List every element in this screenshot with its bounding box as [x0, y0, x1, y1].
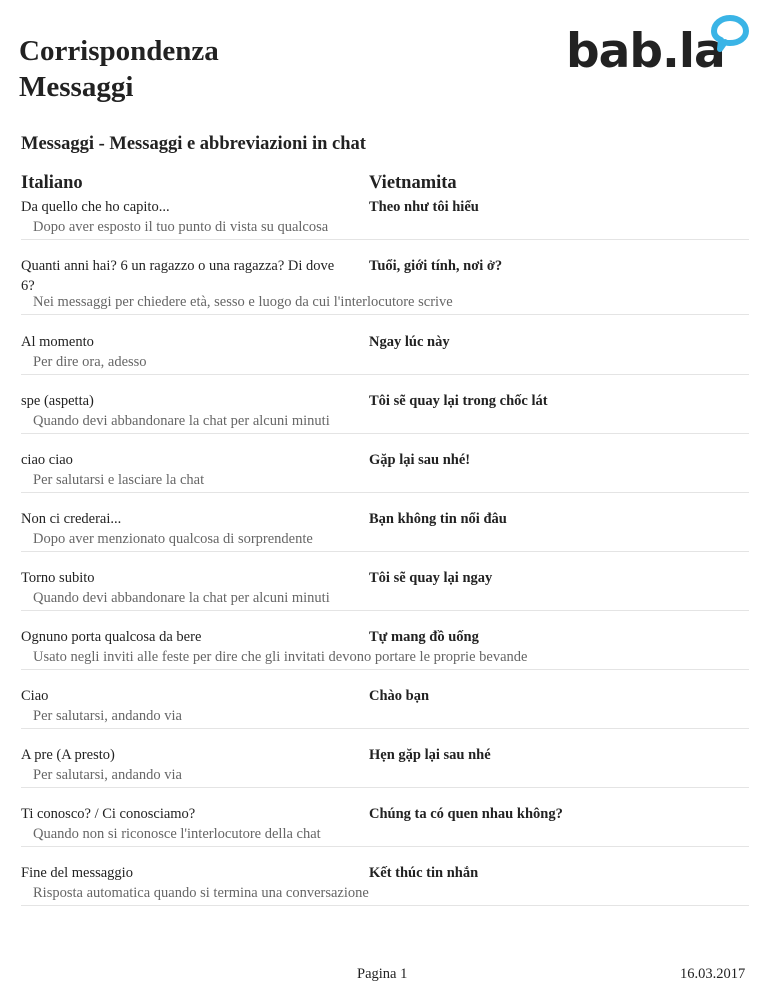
vietnamese-phrase: Chào bạn: [369, 688, 430, 704]
usage-note: Per dire ora, adesso: [33, 354, 147, 370]
italian-phrase: Ciao: [21, 688, 49, 704]
usage-note: Quando devi abbandonare la chat per alcuni minuti: [33, 413, 330, 429]
usage-note: Usato negli inviti alle feste per dire che gli invitati devono portare le proprie bevande: [33, 649, 528, 665]
usage-note: Per salutarsi e lasciare la chat: [33, 472, 205, 488]
vietnamese-phrase: Tự mang đồ uống: [369, 629, 479, 645]
vietnamese-phrase: Ngay lúc này: [369, 334, 450, 350]
phrase-entry: [21, 627, 749, 670]
usage-note: Quando non si riconosce l'interlocutore della chat: [33, 826, 321, 842]
page-title-line2: Messaggi: [19, 71, 134, 103]
vietnamese-phrase: Bạn không tin nổi đâu: [369, 511, 507, 527]
usage-note: Nei messaggi per chiedere età, sesso e luogo da cui l'interlocutore scrive: [33, 294, 453, 310]
vietnamese-phrase: Hẹn gặp lại sau nhé: [369, 747, 491, 763]
page-number: Pagina 1: [357, 966, 408, 982]
speech-bubble-icon: [710, 14, 750, 54]
phrase-entry: [21, 568, 749, 611]
babla-logo: [566, 14, 750, 78]
vietnamese-phrase: Tôi sẽ quay lại trong chốc lát: [369, 393, 548, 409]
italian-phrase: Torno subito: [21, 570, 95, 586]
italian-phrase: ciao ciao: [21, 452, 73, 468]
italian-phrase: Da quello che ho capito...: [21, 199, 170, 215]
phrase-entry: [21, 450, 749, 493]
column-header-italian: Italiano: [21, 173, 83, 193]
phrase-entry: [21, 197, 749, 240]
logo-text: bab.la: [566, 24, 725, 79]
phrase-entry: [21, 256, 749, 315]
page-title-line1: Corrispondenza: [19, 35, 219, 67]
usage-note: Per salutarsi, andando via: [33, 767, 182, 783]
phrase-entry: [21, 745, 749, 788]
vietnamese-phrase: Tôi sẽ quay lại ngay: [369, 570, 493, 586]
italian-phrase: spe (aspetta): [21, 393, 94, 409]
vietnamese-phrase: Theo như tôi hiểu: [369, 199, 479, 215]
phrase-entry: [21, 804, 749, 847]
italian-phrase: Fine del messaggio: [21, 865, 133, 881]
italian-phrase: A pre (A presto): [21, 747, 115, 763]
vietnamese-phrase: Tuổi, giới tính, nơi ở?: [369, 258, 503, 274]
section-title: Messaggi - Messaggi e abbreviazioni in chat: [21, 134, 366, 154]
page-title: [19, 33, 219, 105]
usage-note: Risposta automatica quando si termina una conversazione: [33, 885, 369, 901]
italian-phrase: Ognuno porta qualcosa da bere: [21, 629, 202, 645]
vietnamese-phrase: Kết thúc tin nhắn: [369, 865, 479, 881]
phrase-entry: [21, 332, 749, 375]
usage-note: Dopo aver menzionato qualcosa di sorprendente: [33, 531, 313, 547]
phrase-entry: [21, 686, 749, 729]
usage-note: Per salutarsi, andando via: [33, 708, 182, 724]
phrase-entry: [21, 509, 749, 552]
phrase-entry: [21, 391, 749, 434]
usage-note: Quando devi abbandonare la chat per alcuni minuti: [33, 590, 330, 606]
vietnamese-phrase: Gặp lại sau nhé!: [369, 452, 471, 468]
phrase-entry: [21, 863, 749, 906]
vietnamese-phrase: Chúng ta có quen nhau không?: [369, 806, 563, 822]
usage-note: Dopo aver esposto il tuo punto di vista su qualcosa: [33, 219, 329, 235]
italian-phrase: Non ci crederai...: [21, 511, 122, 527]
document-date: 16.03.2017: [680, 966, 746, 982]
italian-phrase: Ti conosco? / Ci conosciamo?: [21, 806, 196, 822]
italian-phrase: Al momento: [21, 334, 94, 350]
column-header-vietnamese: Vietnamita: [369, 173, 457, 193]
italian-phrase: Quanti anni hai? 6 un ragazzo o una ragazza? Di dove 6?: [21, 258, 335, 294]
